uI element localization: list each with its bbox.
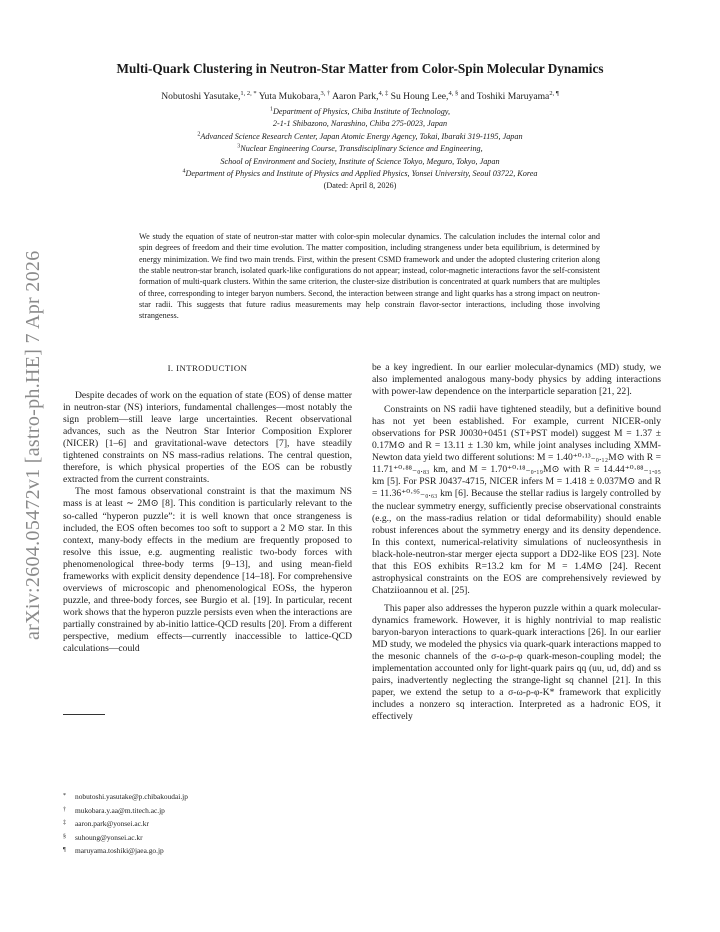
author: Nobutoshi Yasutake,$^{1, 2, *}$ — [161, 89, 257, 102]
affiliation-list — [40, 106, 680, 193]
footnote: † mukobara.y.aa@m.titech.ac.jp — [63, 805, 165, 815]
affiliation: $^2$Advanced Science Research Center, Japan Atomic Energy Agency, Tokai, Ibaraki 319-1195, Japan — [197, 131, 523, 141]
arxiv-side-stamp: arXiv:2604.05472v1 [astro-ph.HE] 7 Apr 2026 — [22, 250, 44, 640]
paragraph: be a key ingredient. In our earlier molecular-dynamics (MD) study, we also implemented analogous many-body physics by adding interactions with power-law dependence on the interparticle separation [21, 22]. — [372, 362, 661, 398]
affiliation: $^1$Department of Physics, Chiba Institute of Technology, — [269, 106, 451, 116]
left-column — [63, 362, 352, 655]
author-list — [40, 91, 680, 102]
paper-title: Multi-Quark Clustering in Neutron-Star Matter from Color-Spin Molecular Dynamics — [116, 61, 604, 76]
paragraph: This paper also addresses the hyperon puzzle within a quark molecular-dynamics framework. However, it is highly nontrivial to map realistic baryon-baryon interactions to quark-quark interactions [26]. In our earlier MD study, we modeled the physics via quark-quark interactions mapped to the mesonic channels of the σ-ω-ρ-φ quark-meson-coupling model; the implementation accounted only for light-quark pairs qq (uu, ud, dd) and ss pairs, inadvertently neglecting the strange-light sq channel [21]. In this paper, we extend the setup to a σ-ω-ρ-φ-K* framework that explicitly includes a nonzero sq interaction. Interpreted as a hadronic EOS, it effectively — [372, 602, 661, 723]
footnote: § suhoung@yonsei.ac.kr — [63, 832, 143, 842]
footnote: * nobutoshi.yasutake@p.chibakoudai.jp — [63, 792, 188, 801]
paragraph: The most famous observational constraint is that the maximum NS mass is at least ∼ 2M⊙ [8]. This condition is particularly relevant to the so-called “hyperon puzzle”: it is well known that once strangeness is included, the EOS often becomes too soft to support a 2 M⊙ star. In this context, many-body effects in the medium are frequently proposed to resolve this issue, e.g. augmenting realistic two-body forces with phenomenological three-body terms [9–13], and using mean-field frameworks with explicit density dependence [14–18]. For comprehensive overviews of microscopic and phenomenological EOSs, the hyperon puzzle, and three-body forces, see Burgio et al. [19]. In particular, recent work shows that the hyperon puzzle persists even when the interactions are partially constrained by ab-initio lattice-QCD results [20]. From a different perspective, medium effects—currently inaccessible to lattice-QCD calculations—could — [63, 486, 352, 655]
affiliation: $^3$Nuclear Engineering Course, Transdisciplinary Science and Engineering, — [237, 143, 483, 154]
affiliation: School of Environment and Society, Institute of Science Tokyo, Meguro, Tokyo, Japan — [220, 156, 500, 166]
date-line: (Dated: April 8, 2026) — [323, 181, 397, 191]
author: Yuta Mukobara,$^{3, \dagger}$ — [258, 89, 331, 102]
affiliation: $^4$Department of Physics and Institute of Physics and Applied Physics, Yonsei University, Seoul 03722, Korea — [182, 168, 538, 179]
abstract: We study the equation of state of neutron-star matter with color-spin molecular dynamics. The calculation includes the internal color and spin degrees of freedom and their time evolution. The matter composition, including strangeness under beta equilibrium, is determined by energy minimization. We find two main trends. First, within the present CSMD framework and under the adopted clustering criterion along the stable neutron-star branch, isolated quark-like configurations do not appear; instead, color-magnetic interactions favor the self-consistent formation of multi-quark clusters. Within the same criterion, the cluster-size distribution is concentrated at quark numbers that are multiples of three, corresponding to integer baryon numbers. Second, the interaction between strange and light quarks has a strong impact on neutron-star radii. This suggests that future radius measurements may help constrain flavor-sector interactions, including those involving strangeness. — [139, 232, 600, 321]
footnote: ¶ maruyama.toshiki@jaea.go.jp — [63, 846, 164, 856]
footnote-list — [63, 790, 352, 858]
right-column — [372, 362, 661, 723]
footnote: ‡ aaron.park@yonsei.ac.kr — [63, 819, 149, 829]
footnote-divider — [63, 714, 105, 715]
author: Su Houng Lee,$^{4, \S}$ — [390, 89, 459, 102]
section-heading: I. INTRODUCTION — [167, 363, 248, 373]
affiliation: 2-1-1 Shibazono, Narashino, Chiba 275-0023, Japan — [272, 119, 448, 129]
paragraph: Constraints on NS radii have tightened steadily, but a definitive bound has not yet been established. For example, current NICER-only observations for PSR J0030+0451 (ST+PST model) suggest M = 1.37 ± 0.17M⊙ and R = 13.11 ± 1.30 km, while joint analyses including XMM-Newton data yield two different solutions: M = 1.40⁺⁰·¹³₋₀.₁₂M⊙ with R = 11.71⁺⁰·⁸⁸₋₀.₈₃ km, and M = 1.70⁺⁰·¹⁸₋₀.₁₉M⊙ with R = 14.44⁺⁰·⁸⁸₋₁.₀₅ km [5]. For PSR J0437-4715, NICER infers M = 1.418 ± 0.037M⊙ and R = 11.36⁺⁰·⁹⁵₋₀.₆₃ km [6]. Because the stellar radius is largely controlled by the nuclear symmetry energy, sufficiently precise observational constraints (e.g., on the mass-radius relation or tidal deformability) should enable robust inferences about the symmetry energy and its density dependence. In this context, numerical-relativity simulations of nucleosynthesis in black-hole-neutron-star merger ejecta support a DD2-like EOS [23]. Note that this EOS exhibits R=13.2 km for M = 1.4M⊙ [24]. Recent astrophysical constraints on the EOS are comprehensively reviewed by Chatziioannou et al. [25]. — [372, 404, 661, 596]
author: Aaron Park,$^{4, \ddagger}$ — [332, 89, 389, 102]
paragraph: Despite decades of work on the equation of state (EOS) of dense matter in neutron-star (NS) interiors, fundamental challenges—most notably the sign problem—still leave large uncertainties. Recent observational advances, such as the Neutron Star Interior Composition Explorer (NICER) [1–6] and gravitational-wave detectors [7], have steadily tightened constraints on NS mass-radius relations. The central question, therefore, is which physical properties of the EOS can be robustly extracted from the current constraints. — [63, 390, 352, 486]
author: and Toshiki Maruyama$^{2, \P}$ — [460, 89, 559, 102]
